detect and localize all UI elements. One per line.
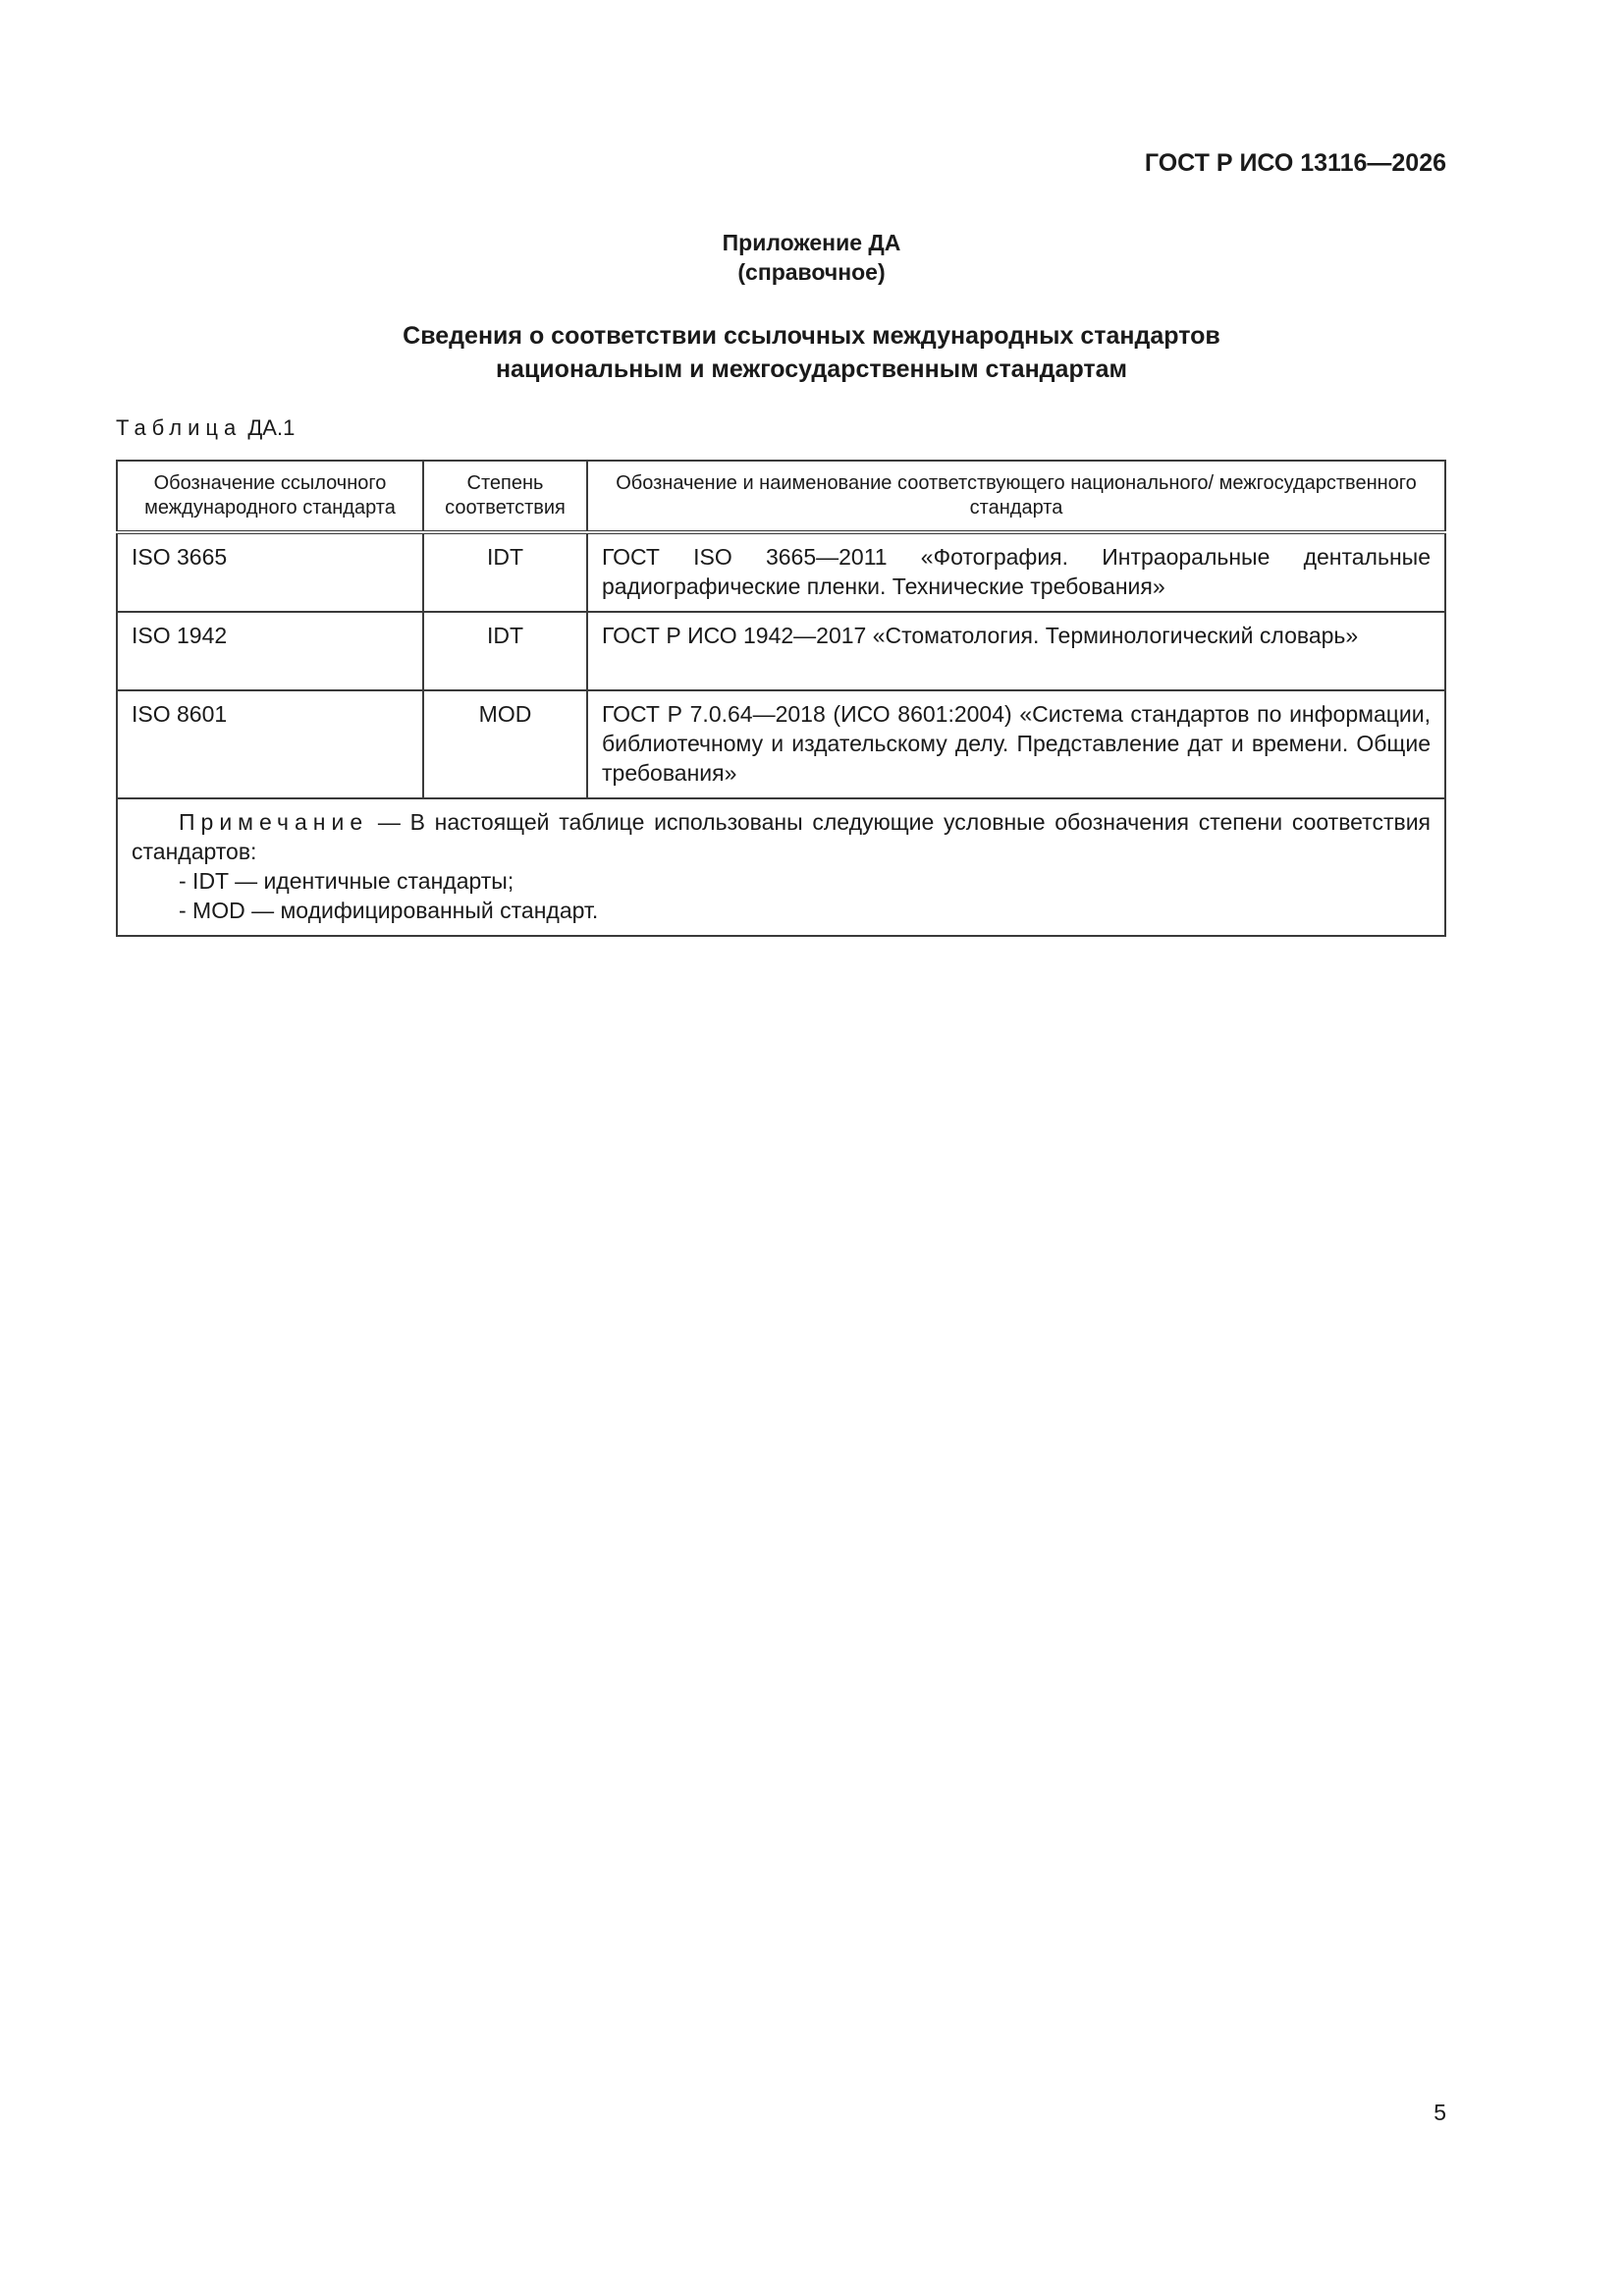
cell-national-standard: ГОСТ Р 7.0.64—2018 (ИСО 8601:2004) «Система стандартов по информации, библиотечному и издательскому делу. Представление дат и времени. Общие требования»	[587, 690, 1445, 798]
header-degree: Степень соответствия	[423, 461, 587, 532]
cell-degree: IDT	[423, 612, 587, 690]
cell-national-standard: ГОСТ Р ИСО 1942—2017 «Стоматология. Терминологический словарь»	[587, 612, 1445, 690]
document-code: ГОСТ Р ИСО 13116—2026	[1144, 149, 1446, 177]
header-national-standard: Обозначение и наименование соответствующего национального/ межгосударственного стандарта	[587, 461, 1445, 532]
section-title-line-2: национальным и межгосударственным стандартам	[495, 355, 1128, 383]
table-caption-id: ДА.1	[247, 415, 296, 440]
header-reference-standard: Обозначение ссылочного международного стандарта	[117, 461, 423, 532]
cell-reference-standard: ISO 1942	[117, 612, 423, 690]
cell-reference-standard: ISO 8601	[117, 690, 423, 798]
note-text: — В настоящей таблице использованы следующие условные обозначения степени соответствия стандартов:	[132, 809, 1432, 864]
table-row	[117, 690, 1445, 798]
table-note	[117, 798, 1445, 936]
note-item-idt: - IDT — идентичные стандарты;	[179, 868, 514, 894]
cell-national-standard: ГОСТ ISO 3665—2011 «Фотография. Интраоральные дентальные радиографические пленки. Технические требования»	[587, 532, 1445, 612]
note-item-mod: - MOD — модифицированный стандарт.	[179, 898, 599, 923]
appendix-heading	[0, 228, 1623, 287]
correspondence-table	[116, 460, 1446, 937]
table-header-row	[117, 461, 1445, 532]
appendix-title: Приложение ДА	[722, 230, 901, 255]
table-note-row	[117, 798, 1445, 936]
table-row	[117, 532, 1445, 612]
appendix-subtitle: (справочное)	[737, 259, 886, 285]
table-caption-word: Таблица	[116, 415, 243, 440]
cell-degree: MOD	[423, 690, 587, 798]
note-label: Примечание	[179, 809, 369, 835]
cell-degree: IDT	[423, 532, 587, 612]
section-title-line-1: Сведения о соответствии ссылочных международных стандартов	[403, 322, 1220, 350]
cell-reference-standard: ISO 3665	[117, 532, 423, 612]
section-title	[0, 319, 1623, 386]
page-number: 5	[1434, 2100, 1446, 2125]
table-row	[117, 612, 1445, 690]
note-intro	[132, 807, 1431, 866]
table-caption	[116, 415, 295, 441]
